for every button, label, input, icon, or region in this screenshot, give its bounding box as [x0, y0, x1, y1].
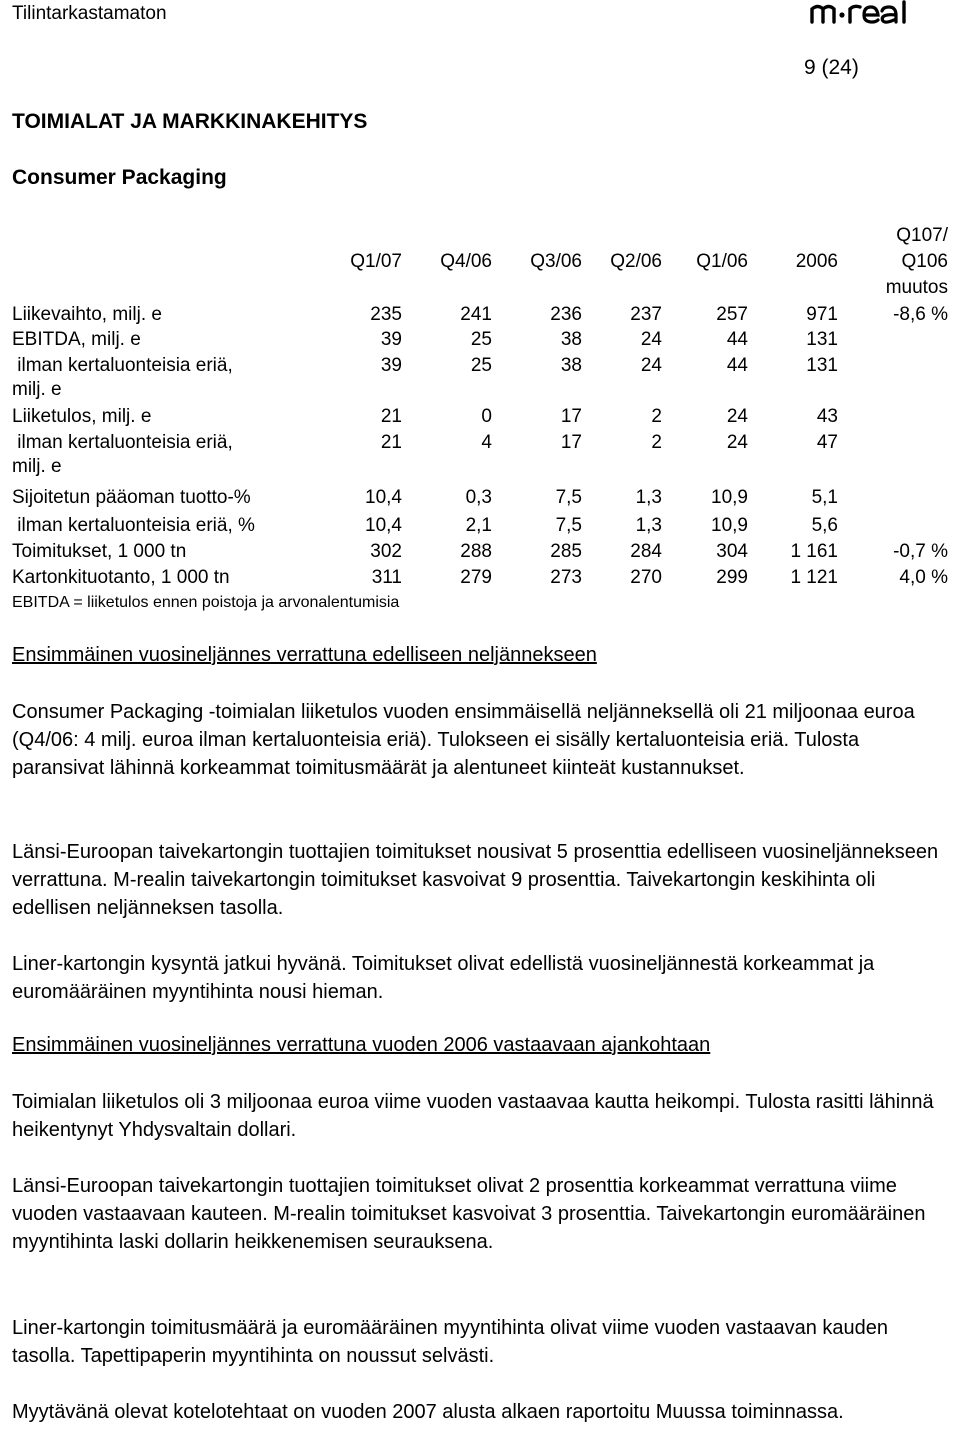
section-heading: Ensimmäinen vuosineljännes verrattuna vuoden 2006 vastaavaan ajankohtaan [12, 1034, 711, 1056]
table-cell: 299 [716, 567, 748, 588]
table-row-label: milj. e [12, 456, 62, 477]
table-cell: 24 [726, 432, 748, 453]
column-header: Q2/06 [610, 251, 662, 272]
table-cell: 25 [470, 329, 492, 350]
table-cell: 237 [630, 304, 662, 325]
change-column-header: Q106 [901, 251, 948, 272]
table-cell: 10,4 [365, 487, 402, 508]
column-header: Q3/06 [530, 251, 582, 272]
table-cell: 24 [640, 355, 662, 376]
table-cell: 5,1 [811, 487, 838, 508]
table-cell: 10,9 [711, 515, 748, 536]
body-paragraph: Liner-kartongin kysyntä jatkui hyvänä. Toimitukset olivat edellistä vuosineljännestä korkeammat ja euromääräinen myyntihinta nousi hieman. [12, 953, 875, 1003]
table-row-label: ilman kertaluonteisia eriä, [12, 355, 233, 376]
company-logo [808, 0, 926, 28]
subsection-title: Consumer Packaging [12, 166, 227, 189]
table-cell: 273 [550, 567, 582, 588]
table-row-label: Toimitukset, 1 000 tn [12, 541, 187, 562]
table-cell: 43 [816, 406, 838, 427]
change-column-header: Q107/ [896, 225, 948, 246]
table-row-label: milj. e [12, 379, 62, 400]
table-footnote: EBITDA = liiketulos ennen poistoja ja arvonalentumisia [12, 594, 400, 611]
table-cell: 10,4 [365, 515, 402, 536]
table-row-label: ilman kertaluonteisia eriä, % [12, 515, 255, 536]
table-cell: 24 [640, 329, 662, 350]
table-cell: 1,3 [635, 487, 662, 508]
table-cell: 0 [481, 406, 492, 427]
table-cell: 21 [380, 432, 402, 453]
table-cell: 10,9 [711, 487, 748, 508]
table-change-cell: -0,7 % [893, 541, 948, 562]
body-paragraph: Myytävänä olevat kotelotehtaat on vuoden 2007 alusta alkaen raportoitu Muussa toiminnassa. [12, 1401, 844, 1423]
table-cell: 44 [726, 329, 748, 350]
table-cell: 288 [460, 541, 492, 562]
table-cell: 1 161 [790, 541, 838, 562]
table-cell: 235 [370, 304, 402, 325]
table-row-label: Liiketulos, milj. e [12, 406, 152, 427]
body-paragraph: Consumer Packaging -toimialan liiketulos vuoden ensimmäisellä neljänneksellä oli 21 miljoonaa euroa (Q4/06: 4 milj. euroa ilman kertaluonteisia eriä). Tulokseen ei sisälly kertaluonteisia eriä. Tulosta paransivat lähinnä korkeammat toimitusmäärät ja alentuneet kiinteät kustannukset. [12, 701, 915, 779]
table-cell: 47 [816, 432, 838, 453]
column-header: Q1/07 [350, 251, 402, 272]
table-cell: 5,6 [811, 515, 838, 536]
table-cell: 2 [651, 406, 662, 427]
table-row-label: ilman kertaluonteisia eriä, [12, 432, 233, 453]
table-cell: 285 [550, 541, 582, 562]
table-cell: 38 [560, 329, 582, 350]
table-row-label: Liikevaihto, milj. e [12, 304, 162, 325]
body-paragraph: Länsi-Euroopan taivekartongin tuottajien toimitukset olivat 2 prosenttia korkeammat verrattuna viime vuoden vastaavaan kauteen. M-realin toimitukset kasvoivat 3 prosenttia. Taivekartongin euromääräinen myyntihinta laski dollarin heikkenemisen seurauksena. [12, 1175, 926, 1253]
table-cell: 0,3 [465, 487, 492, 508]
table-cell: 284 [630, 541, 662, 562]
table-cell: 39 [380, 355, 402, 376]
section-title: TOIMIALAT JA MARKKINAKEHITYS [12, 110, 368, 133]
body-paragraph: Toimialan liiketulos oli 3 miljoonaa euroa viime vuoden vastaavaa kautta heikompi. Tulosta rasitti lähinnä heikentynyt Yhdysvaltain dollari. [12, 1091, 934, 1141]
change-column-header: muutos [885, 277, 948, 298]
table-cell: 131 [806, 355, 838, 376]
table-cell: 1 121 [790, 567, 838, 588]
table-cell: 7,5 [555, 487, 582, 508]
table-cell: 304 [716, 541, 748, 562]
table-cell: 1,3 [635, 515, 662, 536]
table-cell: 7,5 [555, 515, 582, 536]
table-cell: 2,1 [465, 515, 492, 536]
table-cell: 302 [370, 541, 402, 562]
table-change-cell: 4,0 % [899, 567, 948, 588]
table-cell: 25 [470, 355, 492, 376]
column-header: Q1/06 [696, 251, 748, 272]
column-header: 2006 [795, 251, 838, 272]
column-header: Q4/06 [440, 251, 492, 272]
table-cell: 279 [460, 567, 492, 588]
table-cell: 44 [726, 355, 748, 376]
table-cell: 971 [806, 304, 838, 325]
table-row-label: Sijoitetun pääoman tuotto-% [12, 487, 251, 508]
body-paragraph: Länsi-Euroopan taivekartongin tuottajien toimitukset nousivat 5 prosenttia edelliseen vuosineljännekseen verrattuna. M-realin taivekartongin toimitukset kasvoivat 9 prosenttia. Taivekartongin keskihinta oli edellisen neljänneksen tasolla. [12, 841, 939, 919]
table-cell: 311 [371, 567, 402, 588]
table-cell: 2 [651, 432, 662, 453]
table-row-label: EBITDA, milj. e [12, 329, 141, 350]
table-cell: 17 [560, 406, 582, 427]
table-cell: 257 [716, 304, 748, 325]
table-cell: 236 [550, 304, 582, 325]
table-row-label: Kartonkituotanto, 1 000 tn [12, 567, 230, 588]
table-cell: 4 [481, 432, 492, 453]
table-change-cell: -8,6 % [893, 304, 948, 325]
table-cell: 270 [630, 567, 662, 588]
table-cell: 39 [380, 329, 402, 350]
table-cell: 131 [806, 329, 838, 350]
body-paragraph: Liner-kartongin toimitusmäärä ja euromääräinen myyntihinta olivat viime vuoden vastaavan kauden tasolla. Tapettipaperin myyntihinta on noussut selvästi. [12, 1317, 889, 1367]
section-heading: Ensimmäinen vuosineljännes verrattuna edelliseen neljännekseen [12, 644, 597, 666]
page-number: 9 (24) [804, 56, 859, 79]
table-cell: 17 [560, 432, 582, 453]
document-status-label: Tilintarkastamaton [12, 3, 167, 24]
table-cell: 241 [460, 304, 492, 325]
table-cell: 21 [380, 406, 402, 427]
table-cell: 38 [560, 355, 582, 376]
table-cell: 24 [726, 406, 748, 427]
